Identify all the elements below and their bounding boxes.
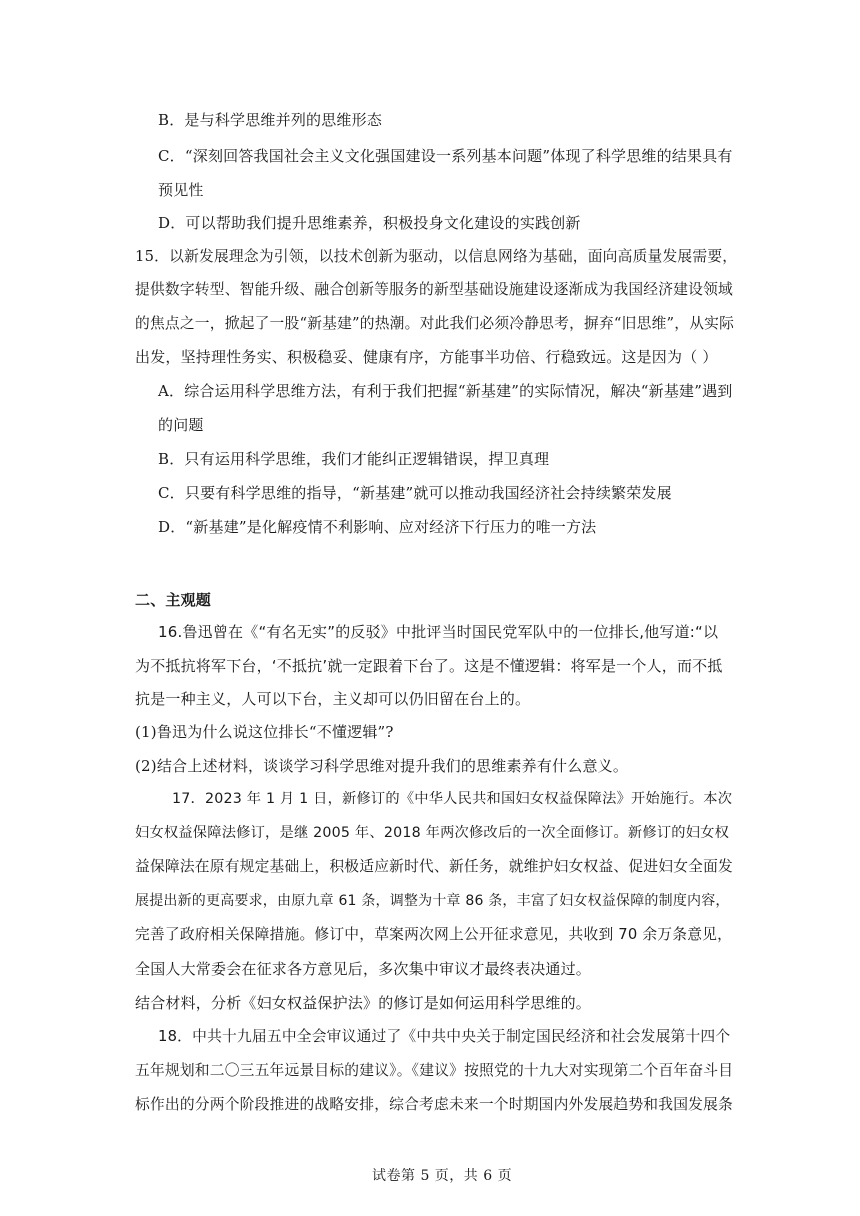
section-heading: 二、主观题 [135, 591, 212, 609]
q14-option-c-line2: 预见性 [158, 181, 204, 199]
q15-option-d: D．“新基建”是化解疫情不利影响、应对经济下行压力的唯一方法 [158, 518, 597, 536]
q17-question: 结合材料，分析《妇女权益保护法》的修订是如何运用科学思维的。 [135, 994, 592, 1012]
q16-subquestion-2: (2)结合上述材料，谈谈学习科学思维对提升我们的思维素养有什么意义。 [135, 757, 629, 775]
q18-stem-line2: 五年规划和二〇三五年远景目标的建议》。《建议》按照党的十九大对实现第二个百年奋斗目 [135, 1062, 734, 1079]
q16-stem-line2: 为不抵抗将军下台，‘不抵抗’就一定跟着下台了。这是不懂逻辑：将军是一个人，而不抵 [135, 657, 723, 675]
q16-subquestion-1: (1)鲁迅为什么说这位排长“不懂逻辑”? [135, 723, 394, 741]
page-footer: 试卷第 5 页，共 6 页 [372, 1168, 513, 1184]
q18-stem-line3: 标作出的分两个阶段推进的战略安排，综合考虑未来一个时期国内外发展趋势和我国发展条 [135, 1096, 733, 1113]
q14-option-b: B．是与科学思维并列的思维形态 [158, 111, 383, 129]
q15-stem-line4: 出发，坚持理性务实、积极稳妥、健康有序，方能事半功倍、行稳致远。这是因为（ ） [135, 348, 718, 366]
q15-option-a-line2: 的问题 [158, 416, 204, 434]
q15-stem-line3: 的焦点之一，掀起了一股“新基建”的热潮。对此我们必须冷静思考，摒弃“旧思维”，从实际 [135, 315, 735, 332]
q16-stem-line1: 16.鲁迅曾在《“有名无实”的反驳》中批评当时国民党军队中的一位排长,他写道:“以 [158, 623, 719, 641]
q15-option-a-line1: A．综合运用科学思维方法，有利于我们把握“新基建”的实际情况，解决“新基建”遇到 [158, 382, 733, 400]
q17-stem-line2: 妇女权益保障法修订，是继 2005 年、2018 年两次修改后的一次全面修订。新修订的妇女权 [135, 825, 730, 841]
q17-stem-line4: 展提出新的更高要求，由原九章 61 条，调整为十章 86 条，丰富了妇女权益保障的制度内容， [135, 893, 730, 909]
q15-option-b: B．只有运用科学思维，我们才能纠正逻辑错误，捍卫真理 [158, 450, 550, 468]
q15-option-c: C．只要有科学思维的指导，“新基建”就可以推动我国经济社会持续繁荣发展 [158, 484, 672, 502]
q15-stem-line1: 15．以新发展理念为引领，以技术创新为驱动，以信息网络为基础，面向高质量发展需要， [135, 248, 738, 265]
q14-option-d: D．可以帮助我们提升思维素养，积极投身文化建设的实践创新 [158, 214, 581, 232]
q15-stem-line2: 提供数字转型、智能升级、融合创新等服务的新型基础设施建设逐渐成为我国经济建设领域 [135, 281, 733, 298]
q18-stem-line1: 18．中共十九届五中全会审议通过了《中共中央关于制定国民经济和社会发展第十四个 [158, 1028, 731, 1045]
q17-stem-line5: 完善了政府相关保障措施。修订中，草案两次网上公开征求意见，共收到 70 余万条意见， [135, 926, 733, 943]
q14-option-c-line1: C．“深刻回答我国社会主义文化强国建设一系列基本问题”体现了科学思维的结果具有 [158, 147, 733, 165]
q17-stem-line3: 益保障法在原有规定基础上，积极适应新时代、新任务，就维护妇女权益、促进妇女全面发 [135, 858, 733, 875]
q17-stem-line1: 17．2023 年 1 月 1 日，新修订的《中华人民共和国妇女权益保障法》开始施行。本次 [172, 791, 733, 807]
q17-stem-line6: 全国人大常委会在征求各方意见后，多次集中审议才最终表决通过。 [135, 960, 592, 978]
q16-stem-line3: 抗是一种主义，人可以下台，主义却可以仍旧留在台上的。 [135, 690, 531, 708]
